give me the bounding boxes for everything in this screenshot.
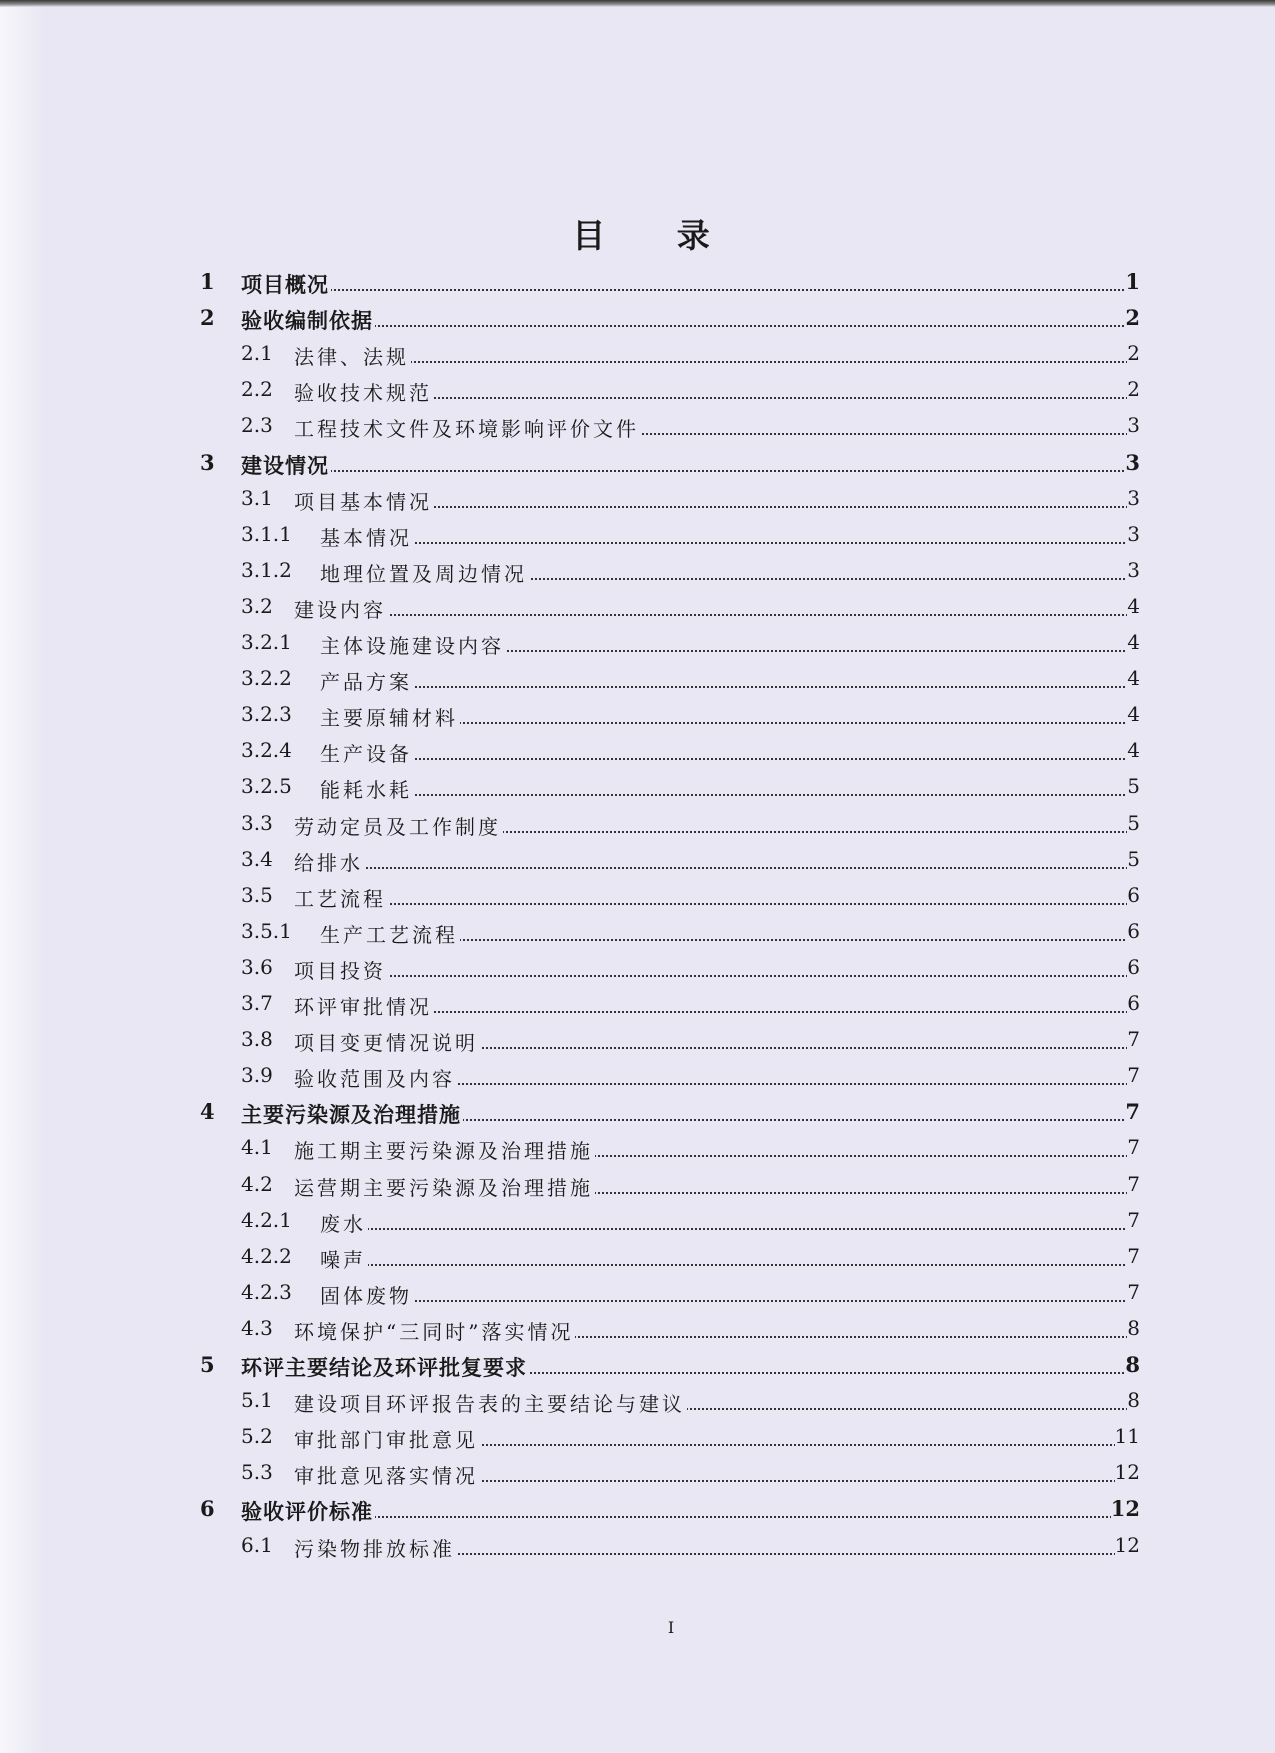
toc-entry[interactable]	[0, 1490, 1275, 1526]
toc-entry-number: 2	[200, 305, 215, 330]
toc-entry-title: 基本情况	[320, 522, 414, 551]
toc-dot-leader	[320, 758, 1136, 760]
toc-entry-page: 2	[1127, 377, 1140, 401]
toc-dot-leader	[320, 1300, 1136, 1302]
toc-entry-title: 主要污染源及治理措施	[241, 1099, 463, 1129]
toc-dot-leader	[241, 289, 1136, 291]
toc-entry-number: 4.3	[241, 1316, 273, 1340]
toc-entry-page: 7	[1125, 1099, 1140, 1124]
toc-entry-page: 5	[1127, 774, 1140, 798]
toc-entry-number: 2.3	[241, 413, 273, 437]
toc-entry-title: 地理位置及周边情况	[320, 558, 529, 587]
toc-entry[interactable]	[0, 1274, 1275, 1310]
toc-entry-page: 7	[1127, 1280, 1140, 1304]
toc-entry-page: 8	[1127, 1388, 1140, 1412]
toc-entry-number: 3.9	[241, 1063, 273, 1087]
toc-entry[interactable]	[0, 480, 1275, 516]
toc-entry-title: 项目概况	[241, 269, 331, 299]
toc-entry[interactable]	[0, 913, 1275, 949]
toc-entry-title: 噪声	[320, 1244, 368, 1273]
toc-entry[interactable]	[0, 877, 1275, 913]
toc-entry-page: 2	[1127, 341, 1140, 365]
toc-entry[interactable]	[0, 1346, 1275, 1382]
toc-entry-title: 固体废物	[320, 1280, 414, 1309]
toc-entry[interactable]	[0, 516, 1275, 552]
toc-entry-page: 3	[1127, 522, 1140, 546]
toc-entry-number: 3.1.1	[241, 522, 292, 546]
toc-entry-page: 12	[1114, 1533, 1140, 1557]
toc-entry-title: 项目基本情况	[294, 486, 434, 515]
toc-entry-title: 工艺流程	[294, 883, 388, 912]
toc-dot-leader	[241, 1516, 1136, 1518]
toc-entry[interactable]	[0, 1021, 1275, 1057]
page-title: 目 录	[572, 216, 740, 255]
toc-entry-title: 建设项目环评报告表的主要结论与建议	[294, 1388, 687, 1417]
toc-entry-page: 7	[1127, 1063, 1140, 1087]
toc-entry-title: 污染物排放标准	[294, 1533, 457, 1562]
toc-entry-page: 12	[1114, 1460, 1140, 1484]
toc-entry-title: 法律、法规	[294, 341, 411, 370]
toc-entry[interactable]	[0, 1129, 1275, 1165]
toc-entry[interactable]	[0, 263, 1275, 299]
toc-entry[interactable]	[0, 588, 1275, 624]
toc-entry-number: 3.2.2	[241, 666, 292, 690]
toc-entry-title: 验收技术规范	[294, 377, 434, 406]
toc-entry-title: 环境保护“三同时”落实情况	[294, 1316, 575, 1345]
toc-entry[interactable]	[0, 1202, 1275, 1238]
toc-entry-page: 7	[1127, 1135, 1140, 1159]
toc-entry[interactable]	[0, 1382, 1275, 1418]
toc-entry[interactable]	[0, 371, 1275, 407]
toc-entry-page: 4	[1127, 666, 1140, 690]
toc-entry-number: 5.2	[241, 1424, 273, 1448]
toc-entry-number: 3.3	[241, 811, 273, 835]
toc-entry-number: 6	[200, 1496, 215, 1521]
toc-entry[interactable]	[0, 768, 1275, 804]
toc-entry-number: 3.7	[241, 991, 273, 1015]
toc-entry-number: 3.2.3	[241, 702, 292, 726]
toc-entry[interactable]	[0, 444, 1275, 480]
toc-entry-page: 6	[1127, 955, 1140, 979]
toc-entry-number: 3.1	[241, 486, 273, 510]
toc-entry[interactable]	[0, 624, 1275, 660]
toc-entry-number: 1	[200, 269, 215, 294]
toc-entry-title: 项目变更情况说明	[294, 1027, 480, 1056]
toc-entry-title: 工程技术文件及环境影响评价文件	[294, 413, 641, 442]
toc-entry-number: 3.5	[241, 883, 273, 907]
toc-entry-number: 3.1.2	[241, 558, 292, 582]
toc-entry-number: 4.2.3	[241, 1280, 292, 1304]
toc-entry-number: 3.2.5	[241, 774, 292, 798]
toc-entry-number: 4.2.2	[241, 1244, 292, 1268]
toc-entry-title: 运营期主要污染源及治理措施	[294, 1172, 595, 1201]
toc-dot-leader	[241, 325, 1136, 327]
toc-entry-title: 产品方案	[320, 666, 414, 695]
toc-entry-number: 4.2.1	[241, 1208, 292, 1232]
toc-entry-title: 环评主要结论及环评批复要求	[241, 1352, 529, 1382]
toc-entry-page: 8	[1127, 1316, 1140, 1340]
toc-entry-title: 废水	[320, 1208, 368, 1237]
toc-dot-leader	[294, 975, 1136, 977]
toc-entry-number: 5.3	[241, 1460, 273, 1484]
toc-entry-title: 施工期主要污染源及治理措施	[294, 1135, 595, 1164]
toc-entry-page: 12	[1110, 1496, 1140, 1521]
toc-entry-page: 5	[1127, 811, 1140, 835]
toc-entry-number: 2.2	[241, 377, 273, 401]
toc-entry[interactable]	[0, 1310, 1275, 1346]
toc-dot-leader	[320, 1264, 1136, 1266]
toc-entry-title: 劳动定员及工作制度	[294, 811, 503, 840]
toc-entry-number: 3.6	[241, 955, 273, 979]
toc-entry-number: 3.8	[241, 1027, 273, 1051]
toc-entry-page: 4	[1127, 702, 1140, 726]
toc-entry-title: 验收编制依据	[241, 305, 375, 335]
toc-entry-title: 审批部门审批意见	[294, 1424, 480, 1453]
toc-entry-title: 建设情况	[241, 450, 331, 480]
toc-entry-title: 项目投资	[294, 955, 388, 984]
toc-entry-page: 1	[1125, 269, 1140, 294]
toc-entry[interactable]	[0, 1093, 1275, 1129]
toc-entry[interactable]	[0, 1238, 1275, 1274]
toc-entry-title: 验收评价标准	[241, 1496, 375, 1526]
toc-entry[interactable]	[0, 841, 1275, 877]
toc-entry-page: 7	[1127, 1208, 1140, 1232]
toc-dot-leader	[294, 867, 1136, 869]
toc-entry[interactable]	[0, 805, 1275, 841]
toc-dot-leader	[294, 614, 1136, 616]
toc-entry[interactable]	[0, 985, 1275, 1021]
toc-dot-leader	[320, 686, 1136, 688]
toc-entry-title: 建设内容	[294, 594, 388, 623]
toc-entry-page: 7	[1127, 1172, 1140, 1196]
toc-entry-title: 审批意见落实情况	[294, 1460, 480, 1489]
toc-entry[interactable]	[0, 299, 1275, 335]
toc-entry[interactable]	[0, 552, 1275, 588]
toc-entry-number: 4	[200, 1099, 215, 1124]
toc-entry-page: 4	[1127, 630, 1140, 654]
toc-entry-page: 7	[1127, 1244, 1140, 1268]
toc-entry-number: 4.2	[241, 1172, 273, 1196]
toc-entry-number: 3.5.1	[241, 919, 292, 943]
toc-entry-page: 8	[1125, 1352, 1140, 1377]
toc-entry-number: 4.1	[241, 1135, 273, 1159]
toc-entry-page: 6	[1127, 991, 1140, 1015]
toc-entry-page: 11	[1114, 1424, 1140, 1448]
toc-entry[interactable]	[0, 1057, 1275, 1093]
toc-entry[interactable]	[0, 696, 1275, 732]
toc-entry[interactable]	[0, 732, 1275, 768]
toc-entry-number: 2.1	[241, 341, 273, 365]
toc-entry[interactable]	[0, 335, 1275, 371]
toc-entry-number: 3.2	[241, 594, 273, 618]
toc-entry[interactable]	[0, 1454, 1275, 1490]
page-number-footer: I	[667, 1618, 675, 1637]
toc-dot-leader	[320, 542, 1136, 544]
toc-entry[interactable]	[0, 1166, 1275, 1202]
toc-entry-page: 4	[1127, 738, 1140, 762]
toc-entry-title: 能耗水耗	[320, 774, 414, 803]
toc-entry[interactable]	[0, 1418, 1275, 1454]
toc-entry[interactable]	[0, 660, 1275, 696]
toc-entry-number: 3	[200, 450, 215, 475]
toc-dot-leader	[294, 903, 1136, 905]
toc-dot-leader	[294, 361, 1136, 363]
toc-entry-page: 6	[1127, 919, 1140, 943]
toc-entry-page: 3	[1125, 450, 1140, 475]
toc-entry-page: 3	[1127, 486, 1140, 510]
toc-entry-page: 6	[1127, 883, 1140, 907]
toc-entry-number: 3.2.1	[241, 630, 292, 654]
toc-entry-page: 5	[1127, 847, 1140, 871]
toc-entry-title: 主体设施建设内容	[320, 630, 506, 659]
toc-entry-page: 4	[1127, 594, 1140, 618]
toc-dot-leader	[241, 470, 1136, 472]
toc-entry-title: 环评审批情况	[294, 991, 434, 1020]
toc-entry[interactable]	[0, 407, 1275, 443]
scan-top-edge	[0, 0, 1275, 7]
toc-entry-title: 验收范围及内容	[294, 1063, 457, 1092]
toc-entry-number: 3.4	[241, 847, 273, 871]
toc-entry-number: 3.2.4	[241, 738, 292, 762]
toc-entry-page: 2	[1125, 305, 1140, 330]
toc-entry-page: 3	[1127, 558, 1140, 582]
toc-entry-title: 生产工艺流程	[320, 919, 460, 948]
toc-entry[interactable]	[0, 1527, 1275, 1563]
toc-entry-page: 3	[1127, 413, 1140, 437]
toc-entry[interactable]	[0, 949, 1275, 985]
toc-entry-title: 给排水	[294, 847, 365, 876]
toc-entry-title: 主要原辅材料	[320, 702, 460, 731]
toc-entry-page: 7	[1127, 1027, 1140, 1051]
toc-dot-leader	[320, 794, 1136, 796]
toc-entry-number: 5	[200, 1352, 215, 1377]
toc-dot-leader	[320, 1228, 1136, 1230]
toc-entry-number: 6.1	[241, 1533, 273, 1557]
toc-entry-number: 5.1	[241, 1388, 273, 1412]
toc-entry-title: 生产设备	[320, 738, 414, 767]
